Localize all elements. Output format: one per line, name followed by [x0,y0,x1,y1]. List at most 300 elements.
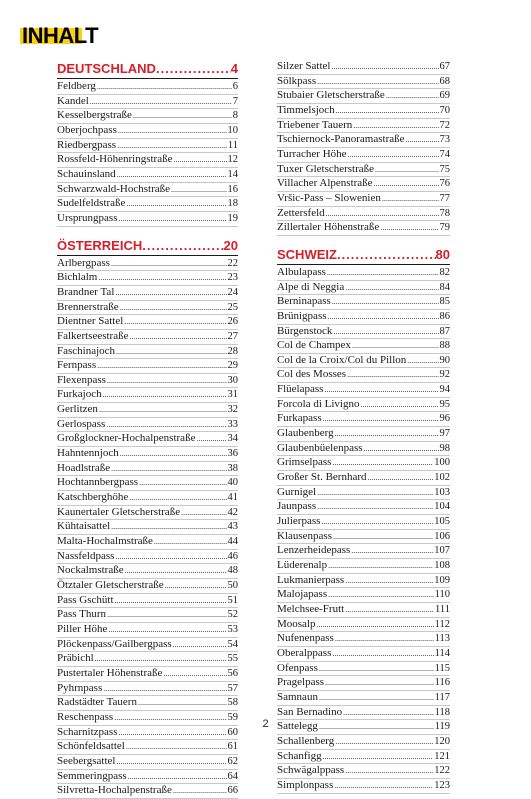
toc-entry [57,667,238,682]
toc-entry-page: 72 [439,119,450,131]
toc-entry-name: Semmeringpass [57,769,127,782]
toc-entry-page: 14 [227,168,238,180]
toc-entry-name: Turracher Höhe [277,147,347,160]
toc-entry [57,153,238,168]
toc-entry-name: Zettersfeld [277,206,325,219]
toc-entry-page: 121 [434,750,450,762]
toc-entry-name: Jaunpass [277,500,317,513]
leader-dots [332,295,439,309]
toc-entry [57,109,238,124]
leader-dots [352,339,439,353]
toc-entry-name: Kaunertaler Gletscherstraße [57,505,181,518]
leader-dots [117,139,227,153]
leader-dots [120,447,227,461]
leader-dots [128,770,227,784]
toc-entry-name: Piller Höhe [57,622,108,635]
toc-entry-name: Großer St. Bernhard [277,471,367,484]
toc-entry [277,603,450,618]
toc-entry-name: Arlbergpass [57,256,110,269]
toc-entry-page: 108 [434,560,450,571]
toc-entry-page: 82 [439,266,450,278]
toc-entry-name: Hoadlstraße [57,461,111,474]
toc-entry [277,310,450,325]
toc-entry-page: 115 [434,662,450,674]
toc-entry-page: 77 [439,192,450,204]
toc-entry-name: Bürgenstock [277,324,333,337]
toc-entry [277,119,450,134]
toc-entry-name: Brandner Tal [57,285,115,298]
toc-entry-page: 74 [439,148,450,160]
leader-dots [345,603,434,617]
toc-entry-name: Ursprungpass [57,211,118,224]
leader-dots [364,442,439,456]
toc-entry-page: 116 [434,677,450,689]
toc-entry [57,95,238,110]
toc-entry-name: Hochtannbergpass [57,476,139,489]
toc-entry [57,139,238,154]
leader-dots [382,192,439,206]
leader-dots [336,104,439,118]
leader-dots [120,301,227,315]
toc-entry [277,735,450,750]
toc-entry-page: 42 [227,506,238,518]
toc-entry [57,550,238,565]
leader-dots [374,177,439,191]
toc-entry-page: 28 [227,345,238,357]
toc-entry-page: 87 [439,325,450,337]
toc-entry-page: 25 [227,301,238,313]
toc-entry-name: Katschberghöhe [57,491,129,504]
toc-entry-page: 22 [227,257,238,269]
leader-dots [165,579,227,593]
leader-dots [407,354,438,368]
leader-dots [126,197,226,211]
toc-entry [277,412,450,427]
leader-dots [317,75,438,89]
toc-entry [57,520,238,535]
toc-entry [57,124,238,139]
leader-dots [116,345,226,359]
toc-entry-page: 11 [227,139,238,151]
toc-entry [57,330,238,345]
leader-dots [107,608,227,622]
toc-entry-page: 111 [435,603,450,615]
toc-entry [277,163,450,178]
toc-entry-page: 70 [439,104,450,116]
toc-entry [277,60,450,75]
leader-dots [133,109,232,123]
toc-entry-name: Lenzerheidepass [277,544,351,557]
leader-dots [335,735,433,749]
toc-entry-page: 12 [227,154,238,166]
toc-entry [57,418,238,433]
toc-entry [57,212,238,227]
toc-entry-page: 52 [227,609,238,621]
section-rule [277,264,450,265]
toc-entry-page: 96 [439,413,450,425]
leader-dots [321,515,433,529]
toc-entry-name: Samnaun [277,690,318,703]
leader-dots [108,623,226,637]
toc-entry [277,368,450,383]
toc-entry-page: 73 [439,134,450,146]
toc-entry-page: 8 [232,110,238,122]
toc-entry-page: 6 [232,81,238,92]
toc-entry-name: Flexenpass [57,373,106,386]
toc-entry-name: Stubaier Gletscherstraße [277,89,385,102]
section-rule [57,78,238,79]
toc-entry-name: Scharnitzpass [57,725,118,738]
section-heading-page: 4 [230,61,238,76]
leader-dots [331,60,438,74]
leader-dots [333,325,438,339]
toc-entry-page: 85 [439,296,450,308]
toc-entry-name: Faschinajoch [57,344,116,357]
leader-dots [124,315,226,329]
toc-entry-name: Glaubenberg [277,427,334,440]
toc-entry [57,374,238,389]
toc-entry [57,491,238,506]
toc-entry-page: 58 [227,697,238,709]
toc-entry-page: 106 [434,530,450,542]
toc-entry [57,462,238,477]
leader-dots [115,550,226,564]
toc-entry [277,177,450,192]
toc-entry-name: Hahntennjoch [57,447,119,460]
toc-entry-page: 114 [434,647,450,659]
leader-dots [347,368,438,382]
toc-entry-page: 117 [434,691,450,703]
leader-dots [138,696,227,710]
toc-entry-page: 55 [227,653,238,665]
leader-dots [142,237,223,255]
toc-entry-page: 18 [227,198,238,210]
toc-entry-name: Forcola di Livigno [277,397,360,410]
toc-entry [57,623,238,638]
toc-entry-name: Glaubenbüelenpass [277,441,363,454]
section-heading-title: SCHWEIZ [277,246,337,262]
toc-entry-name: Pyhrnpass [57,681,103,694]
toc-entry-name: Schönfeldsattel [57,740,125,753]
toc-entry [57,286,238,301]
toc-entry-page: 103 [434,486,450,498]
toc-entry [57,755,238,770]
toc-entry [57,301,238,316]
toc-entry [57,535,238,550]
toc-entry [277,207,450,222]
toc-entry-name: Simplonpass [277,778,334,791]
toc-entry-name: Pragelpass [277,676,325,689]
toc-entry [57,447,238,462]
toc-entry-name: Gurnigel [277,485,317,498]
leader-dots [348,148,439,162]
leader-dots [156,60,231,78]
toc-entry-page: 34 [227,433,238,445]
toc-entry-page: 54 [227,638,238,650]
leader-dots [345,574,433,588]
toc-entry-page: 44 [227,536,238,548]
toc-entry-name: Nufenenpass [277,632,334,645]
toc-entry-page: 30 [227,374,238,386]
toc-entry-page: 31 [227,389,238,401]
toc-entry [277,398,450,413]
leader-dots [337,246,436,264]
toc-entry [57,257,238,272]
toc-entry-name: Fernpass [57,359,97,372]
toc-entry-name: Präbichl [57,652,94,665]
toc-entry [57,638,238,653]
toc-entry-page: 23 [227,272,238,284]
toc-entry-page: 64 [227,770,238,782]
toc-entry [277,456,450,471]
toc-entry [57,197,238,212]
toc-entry-page: 16 [227,183,238,195]
section-heading [57,60,238,78]
page-number: 2 [262,718,269,730]
toc-entry [277,89,450,104]
toc-entry-name: Albulapass [277,265,326,278]
toc-entry [57,359,238,374]
toc-entry [57,476,238,491]
toc-entry-name: Lukmanierpass [277,573,345,586]
toc-entry [57,80,238,95]
toc-entry-page: 62 [227,755,238,767]
toc-entry-name: Schwägalppass [277,764,345,777]
leader-dots [173,638,227,652]
toc-entry-page: 84 [439,281,450,293]
toc-entry-name: Schwarzwald-Hochstraße [57,182,171,195]
toc-entry [277,515,450,530]
toc-entry-name: Gerlospass [57,417,106,430]
leader-dots [111,520,226,534]
toc-entry-name: Villacher Alpenstraße [277,177,373,190]
toc-entry [57,784,238,799]
toc-entry [277,530,450,545]
leader-dots [98,271,226,285]
toc-entry-page: 120 [434,735,450,747]
toc-entry-page: 98 [439,442,450,454]
toc-entry-name: Sölkpass [277,74,317,87]
leader-dots [334,779,433,793]
toc-entry-name: Julierpass [277,515,321,528]
toc-entry-name: Berninapass [277,295,331,308]
leader-dots [111,462,226,476]
toc-entry-name: Schanfigg [277,749,322,762]
toc-entry-page: 56 [227,667,238,679]
toc-entry-page: 10 [227,124,238,136]
leader-dots [90,95,232,109]
leader-dots [118,124,227,138]
toc-entry-name: Sudelfeldstraße [57,197,126,210]
toc-entry [57,432,238,447]
toc-entry [277,221,450,236]
toc-entry [277,148,450,163]
leader-dots [335,427,439,441]
toc-entry-name: Rossfeld-Höhenringstraße [57,153,173,166]
toc-entry-page: 24 [227,286,238,298]
toc-entry [277,339,450,354]
toc-entry-page: 100 [434,457,450,469]
leader-dots [335,632,434,646]
toc-entry-name: Seebergsattel [57,754,116,767]
toc-entry-name: Silzer Sattel [277,60,331,72]
toc-entry-page: 43 [227,521,238,533]
toc-entry-name: Oberalppass [277,646,332,659]
toc-entry-name: Nassfeldpass [57,549,115,562]
leader-dots [139,476,226,490]
toc-entry [277,544,450,559]
toc-entry-name: Riedbergpass [57,138,117,151]
leader-dots [333,530,433,544]
toc-right-column [277,60,450,794]
leader-dots [103,682,226,696]
section-heading-page: 20 [223,237,238,253]
toc-entry-page: 95 [439,398,450,410]
toc-entry-name: Brünigpass [277,309,327,322]
toc-entry-name: Malojapass [277,588,328,601]
toc-entry-page: 48 [227,565,238,577]
section-heading [57,237,238,255]
toc-entry-name: Bichlalm [57,271,98,284]
toc-entry-page: 68 [439,75,450,87]
toc-entry [277,500,450,515]
toc-entry-page: 118 [434,706,450,718]
toc-entry-page: 53 [227,623,238,635]
toc-entry-page: 19 [227,212,238,224]
toc-entry-page: 97 [439,428,450,440]
toc-entry [277,427,450,442]
toc-entry-name: Radstädter Tauern [57,696,137,709]
leader-dots [353,119,438,133]
toc-entry-page: 46 [227,550,238,562]
toc-entry-name: Alpe di Neggia [277,280,345,293]
toc-entry-page: 105 [434,516,450,528]
toc-entry [57,315,238,330]
leader-dots [173,153,226,167]
leader-dots [332,456,433,470]
toc-entry-page: 36 [227,448,238,460]
toc-entry-page: 86 [439,310,450,322]
toc-entry-name: Timmelsjoch [277,103,335,116]
toc-entry [57,388,238,403]
leader-dots [129,491,226,505]
toc-entry-page: 26 [227,316,238,328]
leader-dots [317,486,433,500]
leader-dots [125,564,227,578]
toc-entry [57,183,238,198]
leader-dots [95,652,227,666]
toc-entry-name: Furkapass [277,412,322,425]
toc-entry [57,271,238,286]
toc-entry-page: 61 [227,741,238,753]
toc-entry-name: San Bernadino [277,705,343,718]
toc-entry-page: 94 [439,384,450,396]
toc-entry-page: 75 [439,163,450,175]
toc-entry-page: 107 [434,545,450,557]
leader-dots [317,500,433,514]
toc-entry-name: Zillertaler Höhenstraße [277,221,380,234]
toc-entry-name: Pass Thurn [57,608,106,621]
toc-entry-name: Flüelapass [277,383,324,396]
toc-entry-page: 41 [227,492,238,504]
toc-entry [277,104,450,119]
toc-entry-page: 33 [227,418,238,430]
page-title: INHALT [22,23,99,48]
leader-dots [115,594,227,608]
toc-entry [57,696,238,711]
toc-entry-page: 123 [434,779,450,791]
toc-entry-page: 7 [232,95,238,107]
toc-entry-page: 88 [439,340,450,352]
leader-dots [323,412,439,426]
toc-entry [57,608,238,623]
toc-entry [277,281,450,296]
toc-entry [277,325,450,340]
toc-entry [57,770,238,785]
toc-entry-name: Col des Mosses [277,368,347,381]
toc-entry-name: Feldberg [57,80,96,92]
toc-entry-page: 92 [439,369,450,381]
toc-entry-page: 90 [439,354,450,366]
leader-dots [332,647,433,661]
toc-entry-page: 104 [434,501,450,513]
toc-entry-name: Kesselbergstraße [57,109,132,122]
toc-entry [57,594,238,609]
toc-entry-name: Sattelegg [277,720,318,733]
leader-dots [106,418,226,432]
toc-entry-page: 40 [227,477,238,489]
section-rule [57,255,238,256]
toc-entry-name: Vršic-Pass – Slowenien [277,191,381,204]
toc-entry [277,442,450,457]
leader-dots [111,257,227,271]
leader-dots [319,662,434,676]
toc-entry-name: Pass Gschütt [57,593,114,606]
toc-entry-name: Nockalmstraße [57,564,124,577]
toc-entry [277,779,450,794]
leader-dots [173,784,227,798]
toc-entry-page: 109 [434,574,450,586]
toc-entry [277,354,450,369]
toc-entry [277,764,450,779]
leader-dots [351,544,433,558]
toc-entry-page: 29 [227,360,238,372]
section-heading-title: ÖSTERREICH [57,237,143,253]
toc-entry-page: 76 [439,178,450,190]
toc-entry [57,345,238,360]
toc-entry [277,691,450,706]
toc-entry [277,295,450,310]
leader-dots [129,330,226,344]
toc-entry [57,740,238,755]
toc-entry [277,618,450,633]
toc-entry-name: Gerlitzen [57,403,98,416]
toc-entry-name: Dientner Sattel [57,315,124,328]
leader-dots [406,133,439,147]
section-heading [277,246,450,264]
toc-entry-name: Grimselpass [277,456,332,469]
toc-entry [57,652,238,667]
toc-entry [277,486,450,501]
leader-dots [386,89,439,103]
toc-entry-page: 51 [227,594,238,606]
toc-entry-page: 50 [227,580,238,591]
leader-dots [368,471,434,485]
toc-left-column [57,60,238,799]
leader-dots [325,676,434,690]
toc-entry-name: Lüderenalp [277,559,328,571]
section-heading-title: DEUTSCHLAND [57,61,156,76]
